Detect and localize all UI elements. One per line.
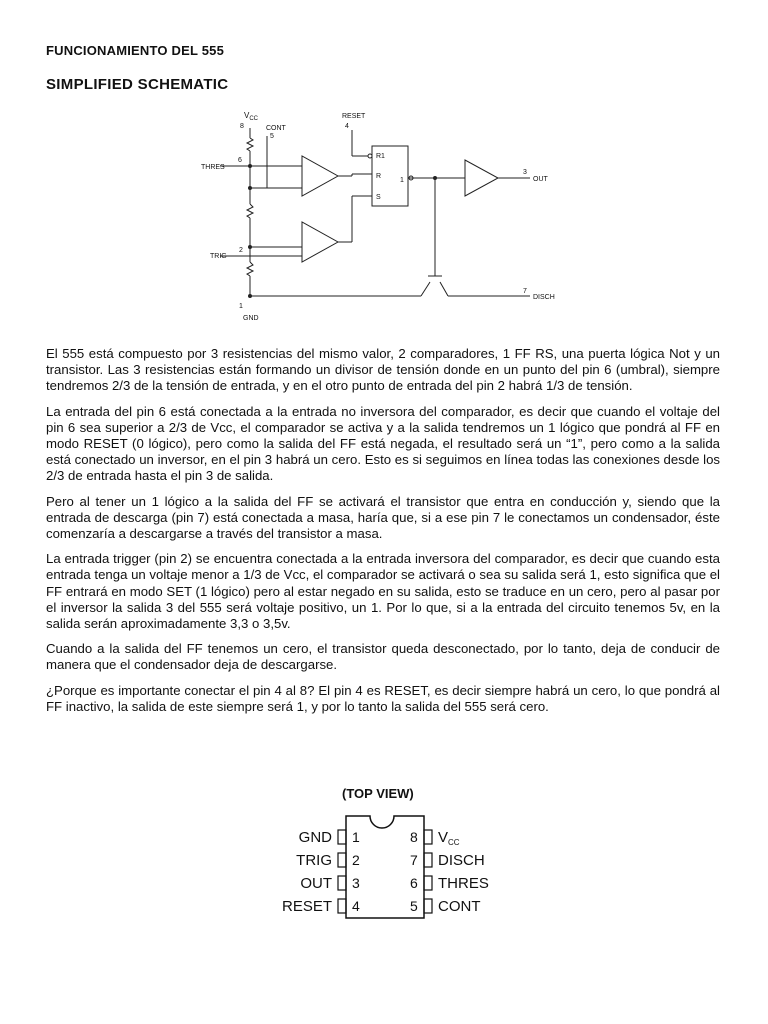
document-title: FUNCIONAMIENTO DEL 555 xyxy=(46,43,225,58)
pin-number-5: 5 xyxy=(410,898,418,914)
pin-name-disch: DISCH xyxy=(438,852,485,869)
pin-name-reset: RESET xyxy=(281,898,332,915)
paragraph: La entrada del pin 6 está conectada a la entrada no inversora del comparador, es decir que cuando el voltaje del pin 6 sea superior a 2/3 de Vcc, el comparador se activa y a la salida tendremos un 1 lógico que pondrá al FF en modo RESET (0 lógico), pero como la salida del FF está negada, el resultado será un “1”, pero como a la salida está conectado un inversor, en el pin 3 habrá un cero. Esto es si seguimos en línea todas las conexiones desde los 2/3 de entrada hasta el pin 3 de salida. xyxy=(46,403,720,484)
schematic-cont-label: CONT xyxy=(266,125,286,132)
paragraph: Pero al tener un 1 lógico a la salida del FF se activará el transistor que entra en conducción y, siendo que la entrada de descarga (pin 7) está conectada a masa, haría que, si a ese pin 7 le conectamos un condensador, éste comenzaría a descargarse a través del transistor a masa. xyxy=(46,493,720,542)
pin-number-3: 3 xyxy=(352,875,360,891)
schematic-pin8-label: 8 xyxy=(240,123,244,130)
schematic-vcc-label: $V_{CC}$ xyxy=(244,111,259,122)
top-view-pinout-diagram xyxy=(268,780,508,920)
schematic-pin2-label: 2 xyxy=(239,247,243,254)
schematic-ff-r1-label: R1 xyxy=(376,153,385,160)
schematic-ff-r-label: R xyxy=(376,173,382,180)
pin-name-out: OUT xyxy=(300,875,332,892)
pin-name-trig: TRIG xyxy=(296,852,332,869)
pin-number-2: 2 xyxy=(352,852,360,868)
pin-number-8: 8 xyxy=(410,829,418,845)
schematic-ff-s-label: S xyxy=(376,194,381,201)
schematic-gnd-label: GND xyxy=(243,315,259,322)
pin-number-1: 1 xyxy=(352,829,360,845)
schematic-disch-label: DISCH xyxy=(533,294,555,301)
schematic-pin6-label: 6 xyxy=(238,157,242,164)
schematic-reset-label: RESET xyxy=(342,113,366,120)
schematic-pin4-label: 4 xyxy=(345,123,349,130)
schematic-pin1-label: 1 xyxy=(239,303,243,310)
body-text xyxy=(46,346,720,724)
paragraph: ¿Porque es importante conectar el pin 4 al 8? El pin 4 es RESET, es decir siempre habrá un cero, lo que pondrá al FF inactivo, la salida de este siempre será 1, y por lo tanto la salida del 555 será cero. xyxy=(46,682,720,714)
schematic-title: SIMPLIFIED SCHEMATIC xyxy=(46,76,229,93)
paragraph: La entrada trigger (pin 2) se encuentra conectada a la entrada inversora del comparador, es decir que cuando esta entrada tenga un voltaje menor a 1/3 de Vcc, el comparador se activará o sea su salida será 1, esto significa que el FF entrará en modo SET (1 lógico) pero al estar negado en su salida, esto se traduce en un cero, pero al pasar por el inversor la salida 3 del 555 será voltaje positivo, un 1. Por lo que, si a la entrada del circuito tenemos 5v, en la salida serán aproximadamente 3,3 o 3,5v. xyxy=(46,551,720,632)
pin-number-7: 7 xyxy=(410,852,418,868)
pin-name-gnd: GND xyxy=(298,829,332,846)
paragraph: Cuando a la salida del FF tenemos un cero, el transistor queda desconectado, por lo tanto, deja de conducir de manera que el condensador deja de descargarse. xyxy=(46,641,720,673)
pin-number-4: 4 xyxy=(352,898,360,914)
pin-name-thres: THRES xyxy=(438,875,489,892)
schematic-ff-q-label: 1 xyxy=(400,177,404,184)
schematic-pin7-label: 7 xyxy=(523,288,527,295)
pin-name-vcc: $V_{CC}$ xyxy=(438,829,460,847)
schematic-pin3-label: 3 xyxy=(523,169,527,176)
schematic-thres-label: THRES xyxy=(201,164,225,171)
schematic-trig-label: TRIG xyxy=(210,253,227,260)
schematic-pin5-label: 5 xyxy=(270,133,274,140)
top-view-title: (TOP VIEW) xyxy=(342,786,414,801)
simplified-schematic-diagram xyxy=(190,104,570,326)
pin-name-cont: CONT xyxy=(438,898,481,915)
paragraph: El 555 está compuesto por 3 resistencias del mismo valor, 2 comparadores, 1 FF RS, una puerta lógica Not y un transistor. Las 3 resistencias están formando un divisor de tensión donde en un punto del pin 6 (umbral), siempre tendremos 2/3 de la tensión de entrada, y en el otro punto de entrada del pin 2 habrá 1/3 de tensión. xyxy=(46,346,720,394)
schematic-out-label: OUT xyxy=(533,176,548,183)
pin-number-6: 6 xyxy=(410,875,418,891)
